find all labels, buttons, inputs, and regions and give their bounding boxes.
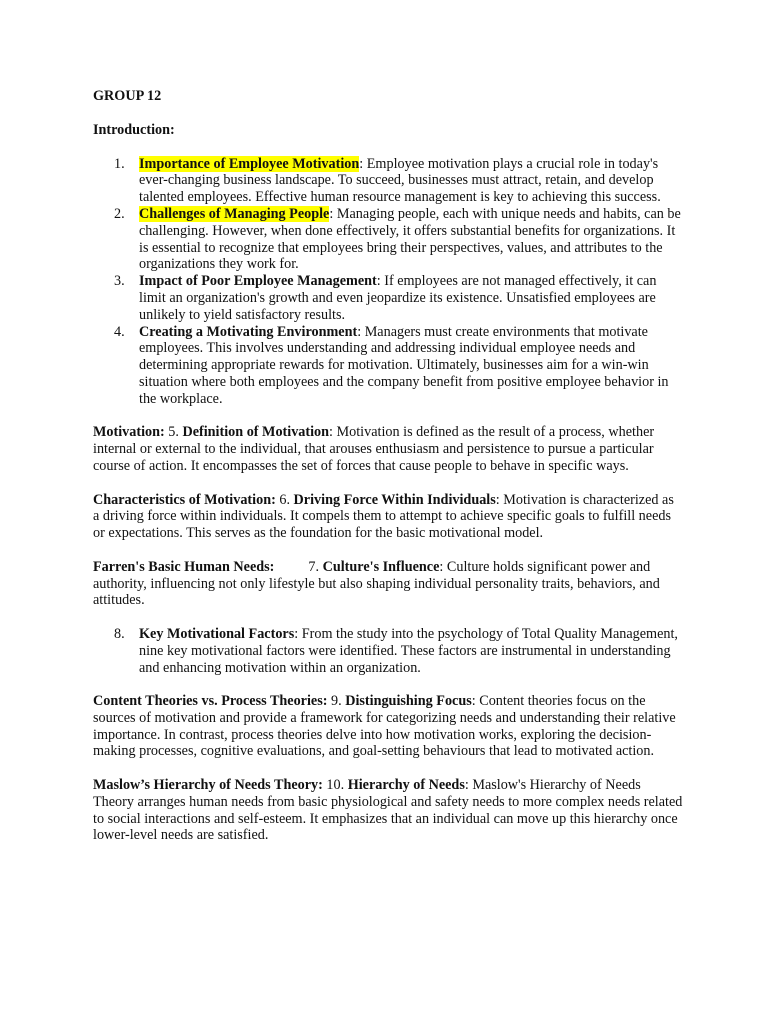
section-title: Definition of Motivation	[182, 424, 330, 441]
farren-paragraph	[93, 559, 683, 609]
maslow-paragraph	[93, 777, 683, 844]
motivation-paragraph	[93, 424, 683, 474]
section-heading: Content Theories vs. Process Theories:	[93, 693, 328, 710]
list-number: 8.	[114, 625, 125, 642]
list-item-1	[93, 156, 683, 206]
item-text: : Employee motivation plays a crucial role in today's ever-changing business landscape. To succeed, businesses must attract, retain, and develop talented employees. Effective human resource management is key to achieving this success.	[139, 155, 661, 206]
list-number: 1.	[114, 155, 125, 172]
section-title: Culture's Influence	[322, 558, 440, 575]
section-text: : Motivation is defined as the result of a process, whether internal or external to the individual, that arouses enthusiasm and persistence to pursue a particular course of action. It encompasses the set of forces that cause people to behave in specific ways.	[93, 424, 655, 474]
section-text: : Maslow's Hierarchy of Needs Theory arranges human needs from basic physiological and safety needs to more complex needs related to social interactions and self-esteem. It emphasizes that an individual can move up this hierarchy once lower-level needs are satisfied.	[93, 777, 683, 844]
list-number: 3.	[114, 273, 125, 290]
section-number: 7.	[308, 558, 323, 575]
item-title: Impact of Poor Employee Management	[139, 273, 377, 290]
section-text: : Motivation is characterized as a driving force within individuals. It compels them to attempt to achieve specific goals to fulfill needs or expectations. This serves as the foundation for the basic motivational model.	[93, 491, 674, 542]
list-item-2	[93, 206, 683, 273]
item-text: : If employees are not managed effectively, it can limit an organization's growth and even jeopardize its existence. Unsatisfied employees are unlikely to yield satisfactory results.	[139, 273, 657, 323]
list-number: 2.	[114, 205, 125, 222]
section-heading: Motivation:	[93, 424, 165, 441]
list-number: 4.	[114, 323, 125, 340]
item-text: : Managers must create environments that motivate employees. This involves understanding and addressing individual employee needs and determining appropriate rewards for motivation. Ultimately, businesses aim for a win-win situation where both employees and the company benefit from positive employee behavior in the workplace.	[139, 323, 669, 407]
section-number: 10.	[322, 777, 348, 794]
item-title: Creating a Motivating Environment	[139, 323, 358, 340]
item-title-highlighted: Challenges of Managing People	[139, 205, 330, 222]
section-text: : Content theories focus on the sources of motivation and provide a framework for categorizing needs and understanding their relative importance. In contrast, process theories delve into how motivation works, exploring the decision-making processes, cognitive evaluations, and goal-setting behaviours that lead to motivated action.	[93, 693, 676, 760]
list-item-3	[93, 273, 683, 323]
content-vs-process-paragraph	[93, 693, 683, 760]
section-heading: Farren's Basic Human Needs:	[93, 558, 275, 575]
characteristics-paragraph	[93, 492, 683, 542]
section-heading: Maslow’s Hierarchy of Needs Theory:	[93, 777, 323, 794]
group-title: GROUP 12	[93, 88, 162, 104]
section-text: : Culture holds significant power and authority, influencing not only lifestyle but also shaping individual personality traits, behaviors, and attitudes.	[93, 558, 660, 609]
section-title: Hierarchy of Needs	[347, 777, 465, 794]
list-item-4	[93, 324, 683, 408]
introduction-list	[93, 156, 683, 408]
section-heading: Characteristics of Motivation:	[93, 491, 276, 508]
section-title: Driving Force Within Individuals	[293, 491, 496, 508]
section-number: 9.	[327, 693, 346, 710]
document-body	[93, 88, 683, 844]
section-title: Distinguishing Focus	[345, 693, 472, 710]
introduction-heading: Introduction:	[93, 121, 175, 138]
item-title-highlighted: Importance of Employee Motivation	[139, 155, 360, 172]
item-title: Key Motivational Factors	[139, 625, 295, 642]
list-item-8	[93, 626, 683, 676]
section-number: 6.	[275, 491, 294, 508]
key-factors-list	[93, 626, 683, 676]
section-number: 5.	[164, 424, 183, 441]
item-text: : Managing people, each with unique needs and habits, can be challenging. However, when done effectively, it offers substantial benefits for organizations. It is essential to recognize that employees bring their perspectives, values, and attributes to the organizations they work for.	[139, 205, 681, 273]
item-text: : From the study into the psychology of Total Quality Management, nine key motivational factors were identified. These factors are instrumental in understanding and enhancing motivation within an organization.	[139, 625, 678, 676]
